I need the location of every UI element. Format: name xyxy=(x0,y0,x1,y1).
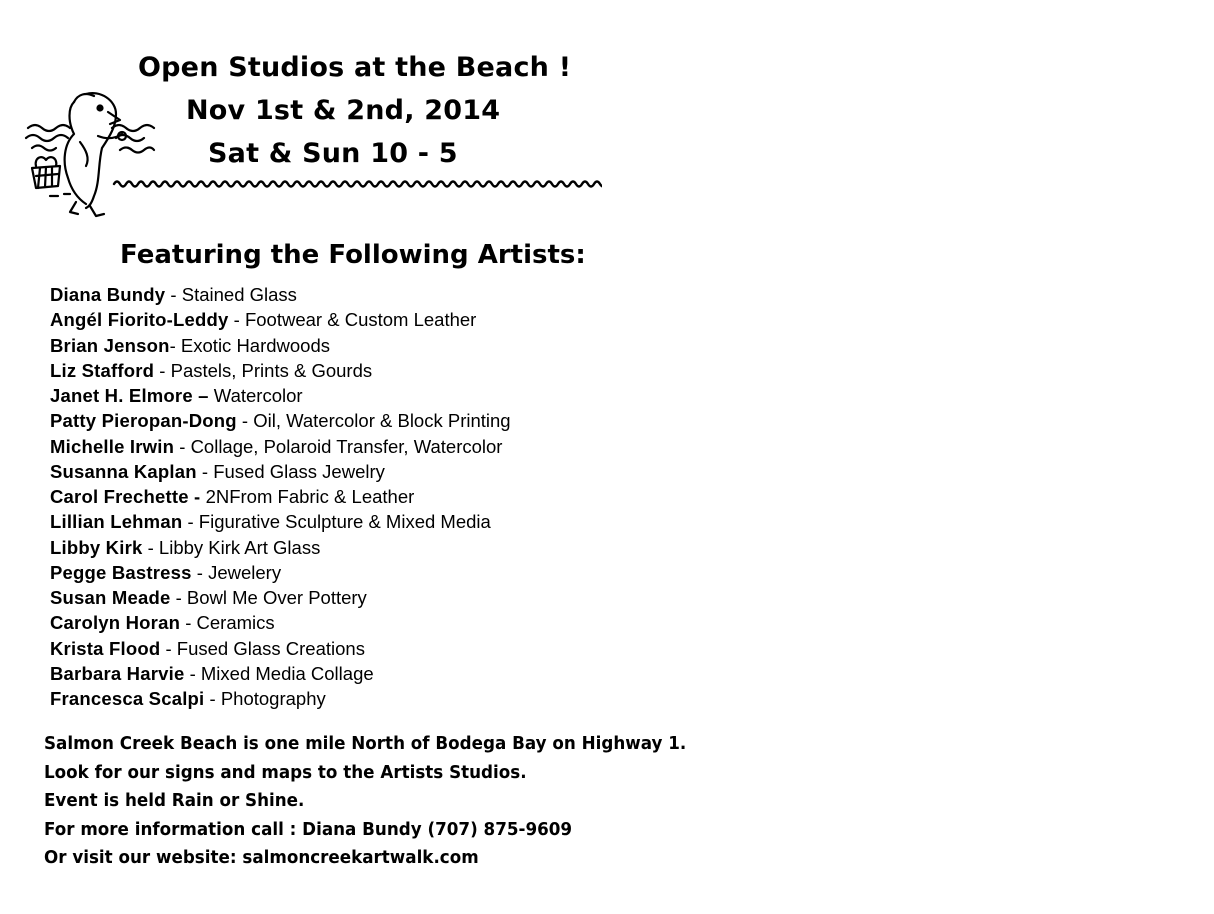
artist-medium: Exotic Hardwoods xyxy=(180,334,331,356)
artist-name: Susanna Kaplan xyxy=(50,460,197,482)
artist-separator: - xyxy=(191,561,209,583)
artist-row xyxy=(50,459,511,484)
artist-separator: - xyxy=(228,309,245,331)
artist-medium: Bowl Me Over Pottery xyxy=(186,587,367,608)
artist-name: Liz Stafford xyxy=(50,359,155,381)
artist-name: Pegge Bastress xyxy=(50,561,192,583)
artist-separator: - xyxy=(174,435,191,457)
artist-separator: - xyxy=(236,410,254,432)
artist-row xyxy=(50,307,511,332)
artist-name: Michelle Irwin xyxy=(50,435,175,457)
weather-line: Event is held Rain or Shine. xyxy=(44,790,305,812)
artist-medium: Figurative Sculpture & Mixed Media xyxy=(198,511,491,533)
artist-medium: 2NFrom Fabric & Leather xyxy=(205,486,415,507)
artist-medium: Collage, Polaroid Transfer, Watercolor xyxy=(190,435,503,457)
artist-medium: Footwear & Custom Leather xyxy=(244,309,477,331)
artist-row xyxy=(50,535,511,560)
artist-name: Carol Frechette - xyxy=(50,486,201,507)
artist-name: Susan Meade xyxy=(50,587,171,608)
artist-separator: - xyxy=(165,284,182,305)
artist-name: Lillian Lehman xyxy=(50,511,183,533)
artist-medium: Libby Kirk Art Glass xyxy=(158,536,321,558)
artist-row xyxy=(50,610,511,635)
artist-row xyxy=(50,408,511,433)
artist-medium: Fused Glass Creations xyxy=(176,637,365,659)
location-line: Salmon Creek Beach is one mile North of Bodega Bay on Highway 1. xyxy=(44,733,687,754)
artist-name: Barbara Harvie xyxy=(50,662,185,684)
wavy-divider xyxy=(112,174,602,192)
artist-separator: - xyxy=(182,511,199,533)
artist-row xyxy=(50,282,511,307)
artist-row xyxy=(50,585,511,610)
event-title: Open Studios at the Beach ! xyxy=(138,52,572,83)
artist-name: Francesca Scalpi xyxy=(50,688,205,709)
artist-separator: - xyxy=(169,334,181,356)
artist-name: Libby Kirk xyxy=(50,536,143,558)
artist-separator: - xyxy=(160,637,177,659)
website-line: Or visit our website: salmoncreekartwalk.com xyxy=(44,847,479,869)
artist-row xyxy=(50,383,511,408)
artist-row xyxy=(50,509,511,534)
artist-medium: Mixed Media Collage xyxy=(200,662,374,684)
artist-name: Angél Fiorito-Leddy xyxy=(50,309,229,331)
artist-name: Carolyn Horan xyxy=(50,612,181,634)
artist-separator: - xyxy=(170,587,187,608)
artist-row xyxy=(50,636,511,661)
contact-line: For more information call : Diana Bundy (707) 875-9609 xyxy=(44,818,573,840)
artist-name: Brian Jenson xyxy=(50,334,170,356)
artist-separator: - xyxy=(180,612,197,634)
artist-row xyxy=(50,686,511,711)
artist-row xyxy=(50,333,511,358)
artist-separator: - xyxy=(142,536,159,558)
artist-row xyxy=(50,661,511,686)
artist-row xyxy=(50,358,511,383)
artist-medium: Photography xyxy=(220,688,326,709)
artist-medium: Pastels, Prints & Gourds xyxy=(170,359,373,381)
beach-mascot-illustration xyxy=(24,92,164,222)
artist-name: Patty Pieropan-Dong xyxy=(50,410,237,432)
artist-separator: - xyxy=(184,662,201,684)
artist-name: Diana Bundy xyxy=(50,284,166,305)
artist-name: Krista Flood xyxy=(50,637,161,659)
artist-list xyxy=(50,282,511,711)
artist-row xyxy=(50,434,511,459)
event-dates: Nov 1st & 2nd, 2014 xyxy=(186,95,501,126)
artist-separator: - xyxy=(154,359,171,381)
artist-medium: Oil, Watercolor & Block Printing xyxy=(253,410,511,432)
artist-medium: Watercolor xyxy=(213,385,303,406)
event-info xyxy=(44,730,735,873)
artist-medium: Stained Glass xyxy=(181,284,297,305)
signs-line: Look for our signs and maps to the Artists Studios. xyxy=(44,761,527,783)
artist-separator: - xyxy=(204,688,221,709)
artist-name: Janet H. Elmore – xyxy=(50,385,209,406)
artist-row xyxy=(50,484,511,509)
artist-medium: Ceramics xyxy=(196,612,275,634)
artist-medium: Fused Glass Jewelry xyxy=(213,460,385,482)
event-hours: Sat & Sun 10 - 5 xyxy=(208,138,458,169)
artist-medium: Jewelery xyxy=(208,561,282,583)
artist-separator: - xyxy=(196,460,214,482)
featuring-heading: Featuring the Following Artists: xyxy=(120,240,586,270)
artist-row xyxy=(50,560,511,585)
